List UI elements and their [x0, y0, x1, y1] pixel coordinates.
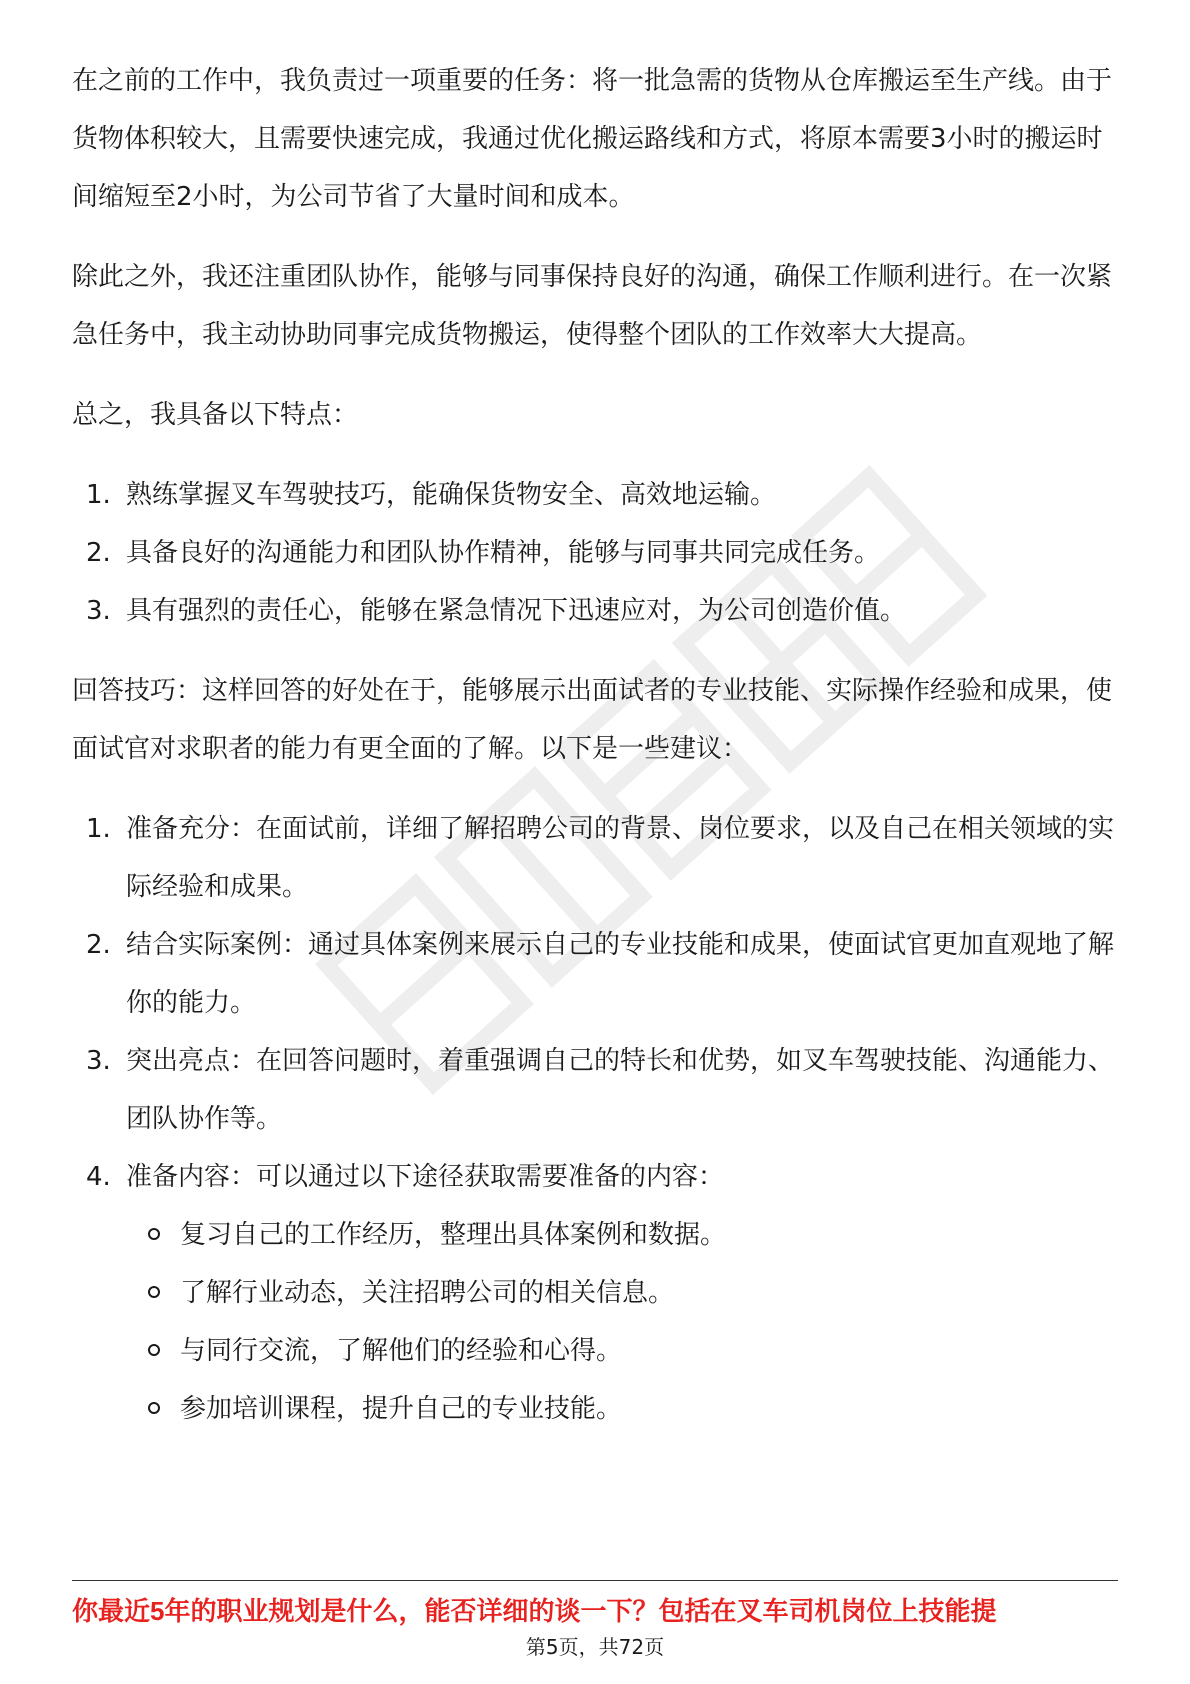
- list-item-text: 准备充分：在面试前，详细了解招聘公司的背景、岗位要求，以及自己在相关领域的实际经验和成果。: [126, 814, 1115, 902]
- list-item-number: 2.: [86, 538, 111, 568]
- tips-list: [72, 800, 1120, 1438]
- paragraph-work-experience: 在之前的工作中，我负责过一项重要的任务：将一批急需的货物从仓库搬运至生产线。由于货物体积较大，且需要快速完成，我通过优化搬运路线和方式，将原本需要3小时的搬运时间缩短至2小时，为公司节省了大量时间和成本。: [72, 66, 1113, 212]
- list-item-text: 准备内容：可以通过以下途径获取需要准备的内容：: [126, 1162, 725, 1192]
- list-item: [72, 916, 1120, 1032]
- paragraph-tips-intro: 回答技巧：这样回答的好处在于，能够展示出面试者的专业技能、实际操作经验和成果，使面试官对求职者的能力有更全面的了解。以下是一些建议：: [72, 676, 1113, 764]
- list-item: [72, 524, 1120, 582]
- sublist-item-text: 与同行交流，了解他们的经验和心得。: [180, 1336, 623, 1366]
- page-number: 第5页，共72页: [525, 1635, 665, 1659]
- list-item-text: 具备良好的沟通能力和团队协作精神，能够与同事共同完成任务。: [126, 538, 881, 568]
- traits-list: [72, 466, 1120, 640]
- list-item-number: 2.: [86, 930, 111, 960]
- sublist-item-text: 复习自己的工作经历，整理出具体案例和数据。: [180, 1220, 727, 1250]
- list-item: [72, 800, 1120, 916]
- sublist-item: [126, 1264, 1120, 1322]
- prep-sublist: [126, 1206, 1120, 1438]
- next-question-heading: 你最近5年的职业规划是什么，能否详细的谈一下？包括在叉车司机岗位上技能提: [72, 1596, 997, 1626]
- sublist-item: [126, 1380, 1120, 1438]
- list-item-number: 1.: [86, 480, 111, 510]
- sublist-item-text: 参加培训课程，提升自己的专业技能。: [180, 1394, 623, 1424]
- list-item-text: 突出亮点：在回答问题时，着重强调自己的特长和优势，如叉车驾驶技能、沟通能力、团队协作等。: [126, 1046, 1115, 1134]
- list-item: [72, 582, 1120, 640]
- list-item: [72, 1032, 1120, 1148]
- list-item-text: 具有强烈的责任心，能够在紧急情况下迅速应对，为公司创造价值。: [126, 596, 907, 626]
- footer-divider: [72, 1580, 1118, 1581]
- document-body: [72, 52, 1120, 1460]
- paragraph-teamwork: 除此之外，我还注重团队协作，能够与同事保持良好的沟通，确保工作顺利进行。在一次紧急任务中，我主动协助同事完成货物搬运，使得整个团队的工作效率大大提高。: [72, 262, 1113, 350]
- sublist-item: [126, 1206, 1120, 1264]
- list-item-text: 熟练掌握叉车驾驶技巧，能确保货物安全、高效地运输。: [126, 480, 777, 510]
- list-item-text: 结合实际案例：通过具体案例来展示自己的专业技能和成果，使面试官更加直观地了解你的能力。: [126, 930, 1115, 1018]
- list-item-number: 3.: [86, 1046, 111, 1076]
- hollow-bullet-icon: [148, 1228, 160, 1240]
- paragraph-summary-intro: 总之，我具备以下特点：: [72, 400, 359, 430]
- list-item: [72, 466, 1120, 524]
- hollow-bullet-icon: [148, 1344, 160, 1356]
- hollow-bullet-icon: [148, 1402, 160, 1414]
- list-item-number: 3.: [86, 596, 111, 626]
- list-item: [72, 1148, 1120, 1438]
- list-item-number: 4.: [86, 1162, 111, 1192]
- hollow-bullet-icon: [148, 1286, 160, 1298]
- sublist-item: [126, 1322, 1120, 1380]
- sublist-item-text: 了解行业动态，关注招聘公司的相关信息。: [180, 1278, 675, 1308]
- list-item-number: 1.: [86, 814, 111, 844]
